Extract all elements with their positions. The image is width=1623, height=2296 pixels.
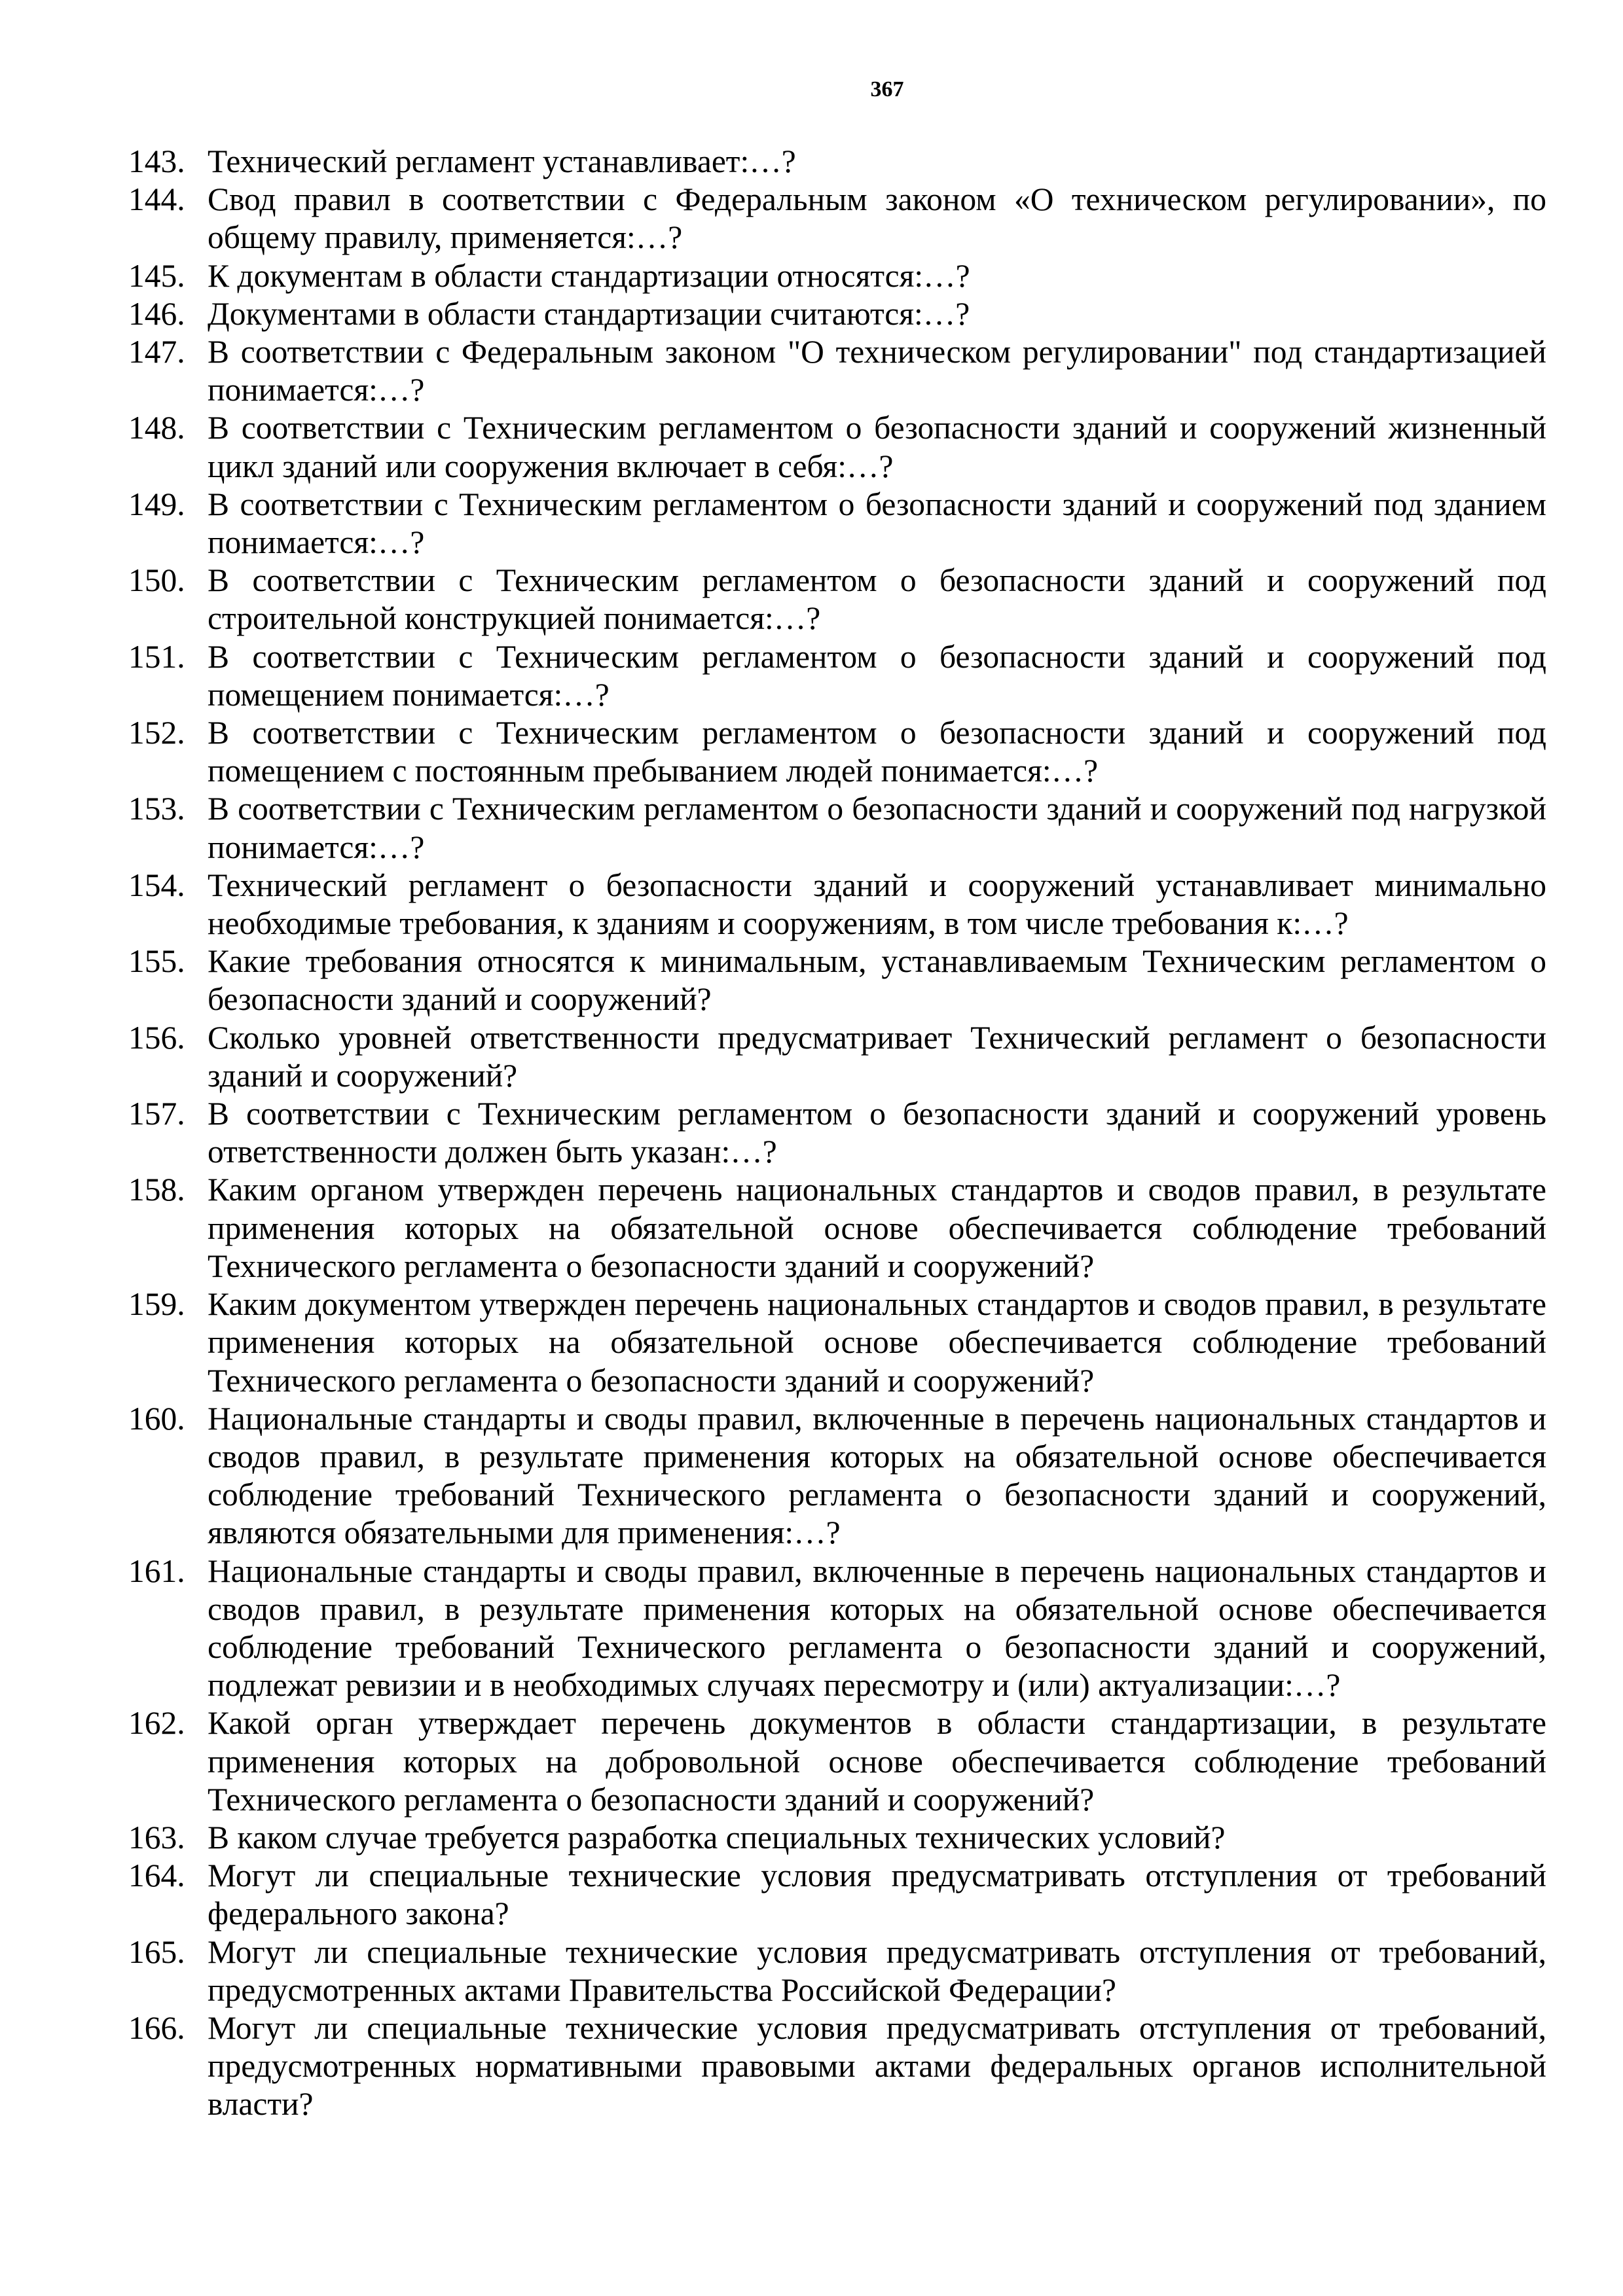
question-number: 153. [128,791,185,827]
question-number: 166. [128,2009,185,2046]
question-text: Национальные стандарты и своды правил, включенные в перечень национальных стандартов и сводов правил, в результате применения которых на обязательной основе обеспечивается соблюдение требований Технического регламента о безопасности зданий и сооружений, являются обязательными для применения:…? [208,1400,1546,1551]
question-number: 164. [128,1857,185,1894]
question-text: В соответствии с Техническим регламентом о безопасности зданий и сооружений под строительной конструкцией понимается:…? [208,562,1546,637]
question-text: Каким органом утвержден перечень национальных стандартов и сводов правил, в результате применения которых на обязательной основе обеспечивается соблюдение требований Технического регламента о безопасности зданий и сооружений? [208,1172,1546,1284]
question-text: В соответствии с Техническим регламентом о безопасности зданий и сооружений под помещением с постоянным пребыванием людей понимается:…? [208,715,1546,789]
question-number: 151. [128,638,185,675]
question-number: 156. [128,1019,185,1056]
question-text: Сколько уровней ответственности предусматривает Технический регламент о безопасности зданий и сооружений? [208,1019,1546,1094]
question-number: 165. [128,1933,185,1970]
question-number: 160. [128,1400,185,1437]
question-item [128,1171,1546,1285]
question-item [128,638,1546,714]
question-text: В соответствии с Техническим регламентом о безопасности зданий и сооружений уровень ответственности должен быть указан:…? [208,1096,1546,1170]
question-item [128,1704,1546,1819]
question-number: 148. [128,410,185,446]
question-text: Технический регламент о безопасности зданий и сооружений устанавливает минимально необходимые требования, к зданиям и сооружениям, в том числе требования к:…? [208,867,1546,942]
question-item [128,1019,1546,1095]
question-item [128,486,1546,562]
question-item [128,867,1546,942]
question-item [128,2009,1546,2124]
question-number: 162. [128,1705,185,1742]
question-text: Какой орган утверждает перечень документов в области стандартизации, в результате применения которых на добровольной основе обеспечивается соблюдение требований Технического регламента о безопасности зданий и сооружений? [208,1705,1546,1818]
question-list [128,143,1546,2124]
question-item [128,1819,1546,1857]
question-item [128,1933,1546,2009]
question-number: 150. [128,562,185,599]
question-item [128,295,1546,333]
question-item [128,942,1546,1018]
question-item [128,181,1546,257]
question-number: 157. [128,1096,185,1132]
question-number: 161. [128,1552,185,1589]
question-text: В соответствии с Техническим регламентом о безопасности зданий и сооружений под зданием понимается:…? [208,486,1546,561]
question-number: 154. [128,867,185,903]
question-item [128,562,1546,637]
question-text: В соответствии с Техническим регламентом о безопасности зданий и сооружений под нагрузкой понимается:…? [208,791,1546,865]
question-item [128,257,1546,295]
question-item [128,1095,1546,1171]
page-number: 367 [870,77,904,101]
question-item [128,333,1546,409]
question-item [128,1857,1546,1933]
question-item [128,1400,1546,1552]
question-number: 143. [128,143,185,179]
question-number: 144. [128,181,185,218]
question-text: Каким документом утвержден перечень национальных стандартов и сводов правил, в результате применения которых на обязательной основе обеспечивается соблюдение требований Технического регламента о безопасности зданий и сооружений? [208,1286,1546,1399]
question-number: 147. [128,334,185,370]
question-text: В соответствии с Федеральным законом "О техническом регулировании" под стандартизацией понимается:…? [208,334,1546,408]
question-number: 159. [128,1286,185,1323]
question-number: 155. [128,943,185,980]
question-item [128,1285,1546,1400]
question-text: Технический регламент устанавливает:…? [208,143,796,179]
question-text: Национальные стандарты и своды правил, включенные в перечень национальных стандартов и сводов правил, в результате применения которых на обязательной основе обеспечивается соблюдение требований Технического регламента о безопасности зданий и сооружений, подлежат ревизии и в необходимых случаях пересмотру и (или) актуализации:…? [208,1552,1546,1704]
question-number: 145. [128,257,185,294]
question-text: Какие требования относятся к минимальным, устанавливаемым Техническим регламентом о безопасности зданий и сооружений? [208,943,1546,1018]
question-text: В соответствии с Техническим регламентом о безопасности зданий и сооружений жизненный цикл зданий или сооружения включает в себя:…? [208,410,1546,484]
question-item [128,143,1546,181]
question-number: 158. [128,1172,185,1208]
question-text: Свод правил в соответствии с Федеральным законом «О техническом регулировании», по общему правилу, применяется:…? [208,181,1546,256]
question-text: В соответствии с Техническим регламентом о безопасности зданий и сооружений под помещением понимается:…? [208,638,1546,713]
question-number: 146. [128,295,185,332]
question-number: 149. [128,486,185,522]
question-text: Могут ли специальные технические условия предусматривать отступления от требований, предусмотренных нормативными правовыми актами федеральных органов исполнительной власти? [208,2009,1546,2123]
question-text: Документами в области стандартизации считаются:…? [208,295,970,332]
question-item [128,790,1546,866]
question-item [128,409,1546,485]
question-item [128,1552,1546,1705]
question-text: Могут ли специальные технические условия предусматривать отступления от требований, предусмотренных актами Правительства Российской Федерации? [208,1933,1546,2008]
question-number: 152. [128,715,185,751]
question-number: 163. [128,1819,185,1856]
question-item [128,714,1546,790]
question-text: К документам в области стандартизации относятся:…? [208,257,970,294]
question-text: Могут ли специальные технические условия предусматривать отступления от требований федерального закона? [208,1857,1546,1932]
question-text: В каком случае требуется разработка специальных технических условий? [208,1819,1226,1856]
